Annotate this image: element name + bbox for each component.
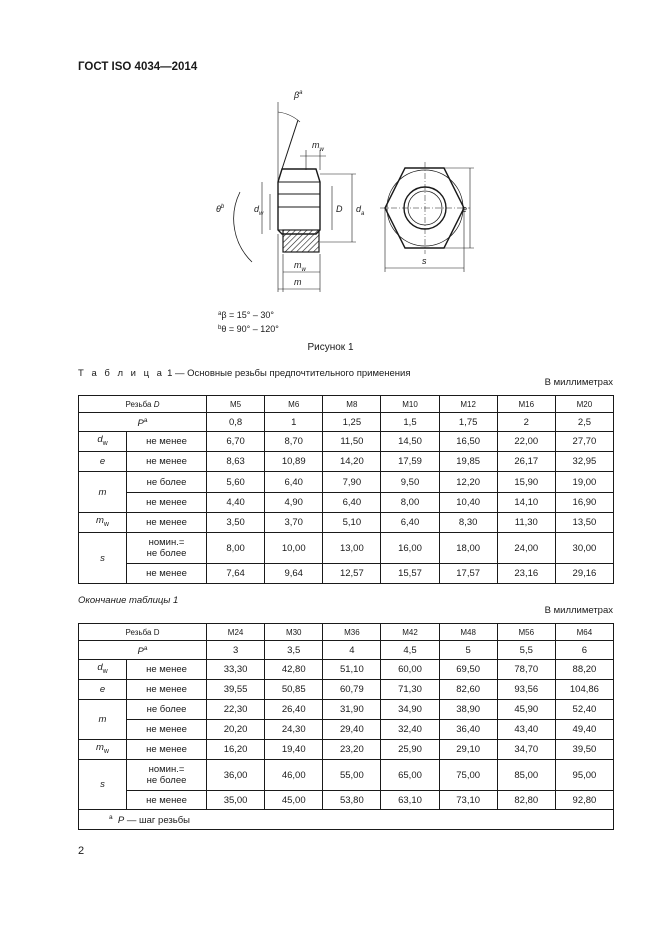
value-cell: 50,85 bbox=[265, 680, 323, 700]
value-cell: 73,10 bbox=[439, 791, 497, 810]
value-cell: 13,00 bbox=[323, 533, 381, 564]
value-cell: 4,40 bbox=[207, 493, 265, 513]
dw-left-label: $d_w$ bbox=[254, 204, 264, 217]
value-cell: 12,20 bbox=[439, 472, 497, 493]
pitch-label: $P^a$ bbox=[79, 641, 207, 660]
table-row bbox=[79, 680, 614, 700]
value-cell: 7,64 bbox=[207, 564, 265, 584]
value-cell: 51,10 bbox=[323, 660, 381, 680]
value-cell: 10,00 bbox=[265, 533, 323, 564]
value-cell: 6,40 bbox=[381, 513, 439, 533]
value-cell: 9,50 bbox=[381, 472, 439, 493]
symbol-cell: s bbox=[79, 533, 127, 584]
symbol-cell: $d_w$ bbox=[79, 660, 127, 680]
value-cell: 23,16 bbox=[497, 564, 555, 584]
value-cell: 2,5 bbox=[555, 413, 613, 432]
value-cell: 49,40 bbox=[555, 720, 613, 740]
qualifier-cell: номин.= не более bbox=[127, 760, 207, 791]
value-cell: 8,00 bbox=[207, 533, 265, 564]
value-cell: 43,40 bbox=[497, 720, 555, 740]
value-cell: 3,70 bbox=[265, 513, 323, 533]
value-cell: 22,30 bbox=[207, 700, 265, 720]
document-header: ГОСТ ISO 4034—2014 bbox=[78, 61, 198, 73]
beta-label: $\beta^a$ bbox=[294, 90, 303, 100]
value-cell: 60,00 bbox=[381, 660, 439, 680]
table-row bbox=[79, 533, 614, 564]
value-cell: 4 bbox=[323, 641, 381, 660]
page-number: 2 bbox=[78, 845, 85, 857]
value-cell: 16,00 bbox=[381, 533, 439, 564]
value-cell: 25,90 bbox=[381, 740, 439, 760]
value-cell: 26,17 bbox=[497, 452, 555, 472]
value-cell: 19,40 bbox=[265, 740, 323, 760]
value-cell: 9,64 bbox=[265, 564, 323, 584]
symbol-cell: $m_w$ bbox=[79, 740, 127, 760]
size-cell: M16 bbox=[497, 396, 555, 413]
size-cell: M48 bbox=[439, 624, 497, 641]
table-row bbox=[79, 700, 614, 720]
pitch-label: $P^a$ bbox=[79, 413, 207, 432]
value-cell: 26,40 bbox=[265, 700, 323, 720]
symbol-cell: e bbox=[79, 680, 127, 700]
qualifier-cell: номин.= не более bbox=[127, 533, 207, 564]
value-cell: 12,57 bbox=[323, 564, 381, 584]
value-cell: 82,80 bbox=[497, 791, 555, 810]
size-cell: M64 bbox=[555, 624, 613, 641]
qualifier-cell: не более bbox=[127, 472, 207, 493]
qualifier-cell: не менее bbox=[127, 740, 207, 760]
table-row bbox=[79, 513, 614, 533]
value-cell: 1 bbox=[265, 413, 323, 432]
value-cell: 14,50 bbox=[381, 432, 439, 452]
value-cell: 82,60 bbox=[439, 680, 497, 700]
symbol-cell: s bbox=[79, 760, 127, 810]
value-cell: 4,90 bbox=[265, 493, 323, 513]
table-row bbox=[79, 413, 614, 432]
value-cell: 16,90 bbox=[555, 493, 613, 513]
value-cell: 104,86 bbox=[555, 680, 613, 700]
value-cell: 20,20 bbox=[207, 720, 265, 740]
value-cell: 8,00 bbox=[381, 493, 439, 513]
value-cell: 14,10 bbox=[497, 493, 555, 513]
value-cell: 6,40 bbox=[323, 493, 381, 513]
table-row bbox=[79, 472, 614, 493]
value-cell: 60,79 bbox=[323, 680, 381, 700]
size-cell: M10 bbox=[381, 396, 439, 413]
value-cell: 7,90 bbox=[323, 472, 381, 493]
value-cell: 31,90 bbox=[323, 700, 381, 720]
table-row bbox=[79, 791, 614, 810]
value-cell: 1,25 bbox=[323, 413, 381, 432]
value-cell: 36,40 bbox=[439, 720, 497, 740]
value-cell: 19,85 bbox=[439, 452, 497, 472]
value-cell: 4,5 bbox=[381, 641, 439, 660]
symbol-cell: e bbox=[79, 452, 127, 472]
dw-right-label: $d_a$ bbox=[356, 204, 365, 217]
value-cell: 5,5 bbox=[497, 641, 555, 660]
table2 bbox=[78, 623, 614, 830]
qualifier-cell: не менее bbox=[127, 791, 207, 810]
value-cell: 17,59 bbox=[381, 452, 439, 472]
symbol-cell: m bbox=[79, 700, 127, 740]
size-cell: M12 bbox=[439, 396, 497, 413]
value-cell: 3,50 bbox=[207, 513, 265, 533]
value-cell: 88,20 bbox=[555, 660, 613, 680]
value-cell: 16,50 bbox=[439, 432, 497, 452]
symbol-cell: m bbox=[79, 472, 127, 513]
table-row bbox=[79, 760, 614, 791]
value-cell: 11,30 bbox=[497, 513, 555, 533]
qualifier-cell: не более bbox=[127, 700, 207, 720]
value-cell: 78,70 bbox=[497, 660, 555, 680]
value-cell: 45,90 bbox=[497, 700, 555, 720]
nut-section-hatch bbox=[283, 230, 319, 252]
m-label: m bbox=[294, 277, 302, 287]
table2-caption: Окончание таблицы 1 bbox=[78, 595, 179, 606]
table-row bbox=[79, 740, 614, 760]
qualifier-cell: не менее bbox=[127, 432, 207, 452]
value-cell: 29,40 bbox=[323, 720, 381, 740]
symbol-cell: $m_w$ bbox=[79, 513, 127, 533]
value-cell: 30,00 bbox=[555, 533, 613, 564]
e-label: e bbox=[462, 204, 468, 214]
value-cell: 19,00 bbox=[555, 472, 613, 493]
value-cell: 24,30 bbox=[265, 720, 323, 740]
value-cell: 33,30 bbox=[207, 660, 265, 680]
table-row bbox=[79, 720, 614, 740]
value-cell: 5,10 bbox=[323, 513, 381, 533]
size-cell: M6 bbox=[265, 396, 323, 413]
table1 bbox=[78, 395, 614, 584]
value-cell: 6,70 bbox=[207, 432, 265, 452]
table1-caption: Т а б л и ц а 1 — Основные резьбы предпочтительного применения bbox=[78, 368, 411, 379]
table2-units: В миллиметрах bbox=[544, 605, 613, 616]
table1-units: В миллиметрах bbox=[544, 377, 613, 388]
value-cell: 1,5 bbox=[381, 413, 439, 432]
symbol-cell: $d_w$ bbox=[79, 432, 127, 452]
table-row bbox=[79, 624, 614, 641]
value-cell: 14,20 bbox=[323, 452, 381, 472]
table-row bbox=[79, 396, 614, 413]
value-cell: 71,30 bbox=[381, 680, 439, 700]
s-label: s bbox=[422, 256, 427, 266]
value-cell: 29,10 bbox=[439, 740, 497, 760]
value-cell: 65,00 bbox=[381, 760, 439, 791]
size-cell: M24 bbox=[207, 624, 265, 641]
value-cell: 38,90 bbox=[439, 700, 497, 720]
value-cell: 69,50 bbox=[439, 660, 497, 680]
value-cell: 53,80 bbox=[323, 791, 381, 810]
value-cell: 32,40 bbox=[381, 720, 439, 740]
D-label: D bbox=[336, 204, 343, 214]
value-cell: 8,63 bbox=[207, 452, 265, 472]
value-cell: 3,5 bbox=[265, 641, 323, 660]
thread-header: Резьба D bbox=[79, 624, 207, 641]
value-cell: 29,16 bbox=[555, 564, 613, 584]
value-cell: 8,70 bbox=[265, 432, 323, 452]
table-row bbox=[79, 641, 614, 660]
value-cell: 15,57 bbox=[381, 564, 439, 584]
value-cell: 5 bbox=[439, 641, 497, 660]
value-cell: 34,90 bbox=[381, 700, 439, 720]
value-cell: 85,00 bbox=[497, 760, 555, 791]
value-cell: 75,00 bbox=[439, 760, 497, 791]
value-cell: 1,75 bbox=[439, 413, 497, 432]
value-cell: 24,00 bbox=[497, 533, 555, 564]
nut-drawing bbox=[200, 82, 500, 342]
table-footnote: $^a$ P — шаг резьбы bbox=[79, 810, 614, 830]
size-cell: M8 bbox=[323, 396, 381, 413]
size-cell: M42 bbox=[381, 624, 439, 641]
qualifier-cell: не менее bbox=[127, 564, 207, 584]
value-cell: 93,56 bbox=[497, 680, 555, 700]
size-cell: M5 bbox=[207, 396, 265, 413]
nut-side-outline bbox=[278, 169, 320, 234]
value-cell: 23,20 bbox=[323, 740, 381, 760]
table-row bbox=[79, 493, 614, 513]
table-row bbox=[79, 810, 614, 830]
note-beta: $^a$β = 15° – 30° bbox=[218, 310, 275, 320]
mw-label: $m_w$ bbox=[294, 260, 306, 273]
value-cell: 10,89 bbox=[265, 452, 323, 472]
value-cell: 63,10 bbox=[381, 791, 439, 810]
table-row bbox=[79, 564, 614, 584]
value-cell: 46,00 bbox=[265, 760, 323, 791]
table-row bbox=[79, 432, 614, 452]
value-cell: 8,30 bbox=[439, 513, 497, 533]
qualifier-cell: не менее bbox=[127, 720, 207, 740]
value-cell: 42,80 bbox=[265, 660, 323, 680]
value-cell: 16,20 bbox=[207, 740, 265, 760]
value-cell: 36,00 bbox=[207, 760, 265, 791]
value-cell: 2 bbox=[497, 413, 555, 432]
value-cell: 6 bbox=[555, 641, 613, 660]
value-cell: 34,70 bbox=[497, 740, 555, 760]
value-cell: 3 bbox=[207, 641, 265, 660]
value-cell: 22,00 bbox=[497, 432, 555, 452]
size-cell: M36 bbox=[323, 624, 381, 641]
value-cell: 15,90 bbox=[497, 472, 555, 493]
qualifier-cell: не менее bbox=[127, 680, 207, 700]
value-cell: 95,00 bbox=[555, 760, 613, 791]
size-cell: M20 bbox=[555, 396, 613, 413]
value-cell: 27,70 bbox=[555, 432, 613, 452]
table-row bbox=[79, 660, 614, 680]
value-cell: 6,40 bbox=[265, 472, 323, 493]
figure-caption: Рисунок 1 bbox=[307, 342, 354, 353]
value-cell: 5,60 bbox=[207, 472, 265, 493]
value-cell: 17,57 bbox=[439, 564, 497, 584]
qualifier-cell: не менее bbox=[127, 452, 207, 472]
value-cell: 32,95 bbox=[555, 452, 613, 472]
value-cell: 35,00 bbox=[207, 791, 265, 810]
qualifier-cell: не менее bbox=[127, 660, 207, 680]
note-theta: $^b$θ = 90° – 120° bbox=[218, 324, 279, 334]
qualifier-cell: не менее bbox=[127, 493, 207, 513]
value-cell: 39,55 bbox=[207, 680, 265, 700]
thread-header: Резьба D bbox=[79, 396, 207, 413]
value-cell: 10,40 bbox=[439, 493, 497, 513]
value-cell: 92,80 bbox=[555, 791, 613, 810]
value-cell: 55,00 bbox=[323, 760, 381, 791]
value-cell: 52,40 bbox=[555, 700, 613, 720]
value-cell: 0,8 bbox=[207, 413, 265, 432]
qualifier-cell: не менее bbox=[127, 513, 207, 533]
theta-label: $\theta^b$ bbox=[216, 204, 225, 214]
size-cell: M56 bbox=[497, 624, 555, 641]
size-cell: M30 bbox=[265, 624, 323, 641]
value-cell: 11,50 bbox=[323, 432, 381, 452]
mw-top-label: $m_w$ bbox=[312, 140, 324, 153]
value-cell: 13,50 bbox=[555, 513, 613, 533]
value-cell: 45,00 bbox=[265, 791, 323, 810]
value-cell: 18,00 bbox=[439, 533, 497, 564]
table-row bbox=[79, 452, 614, 472]
value-cell: 39,50 bbox=[555, 740, 613, 760]
